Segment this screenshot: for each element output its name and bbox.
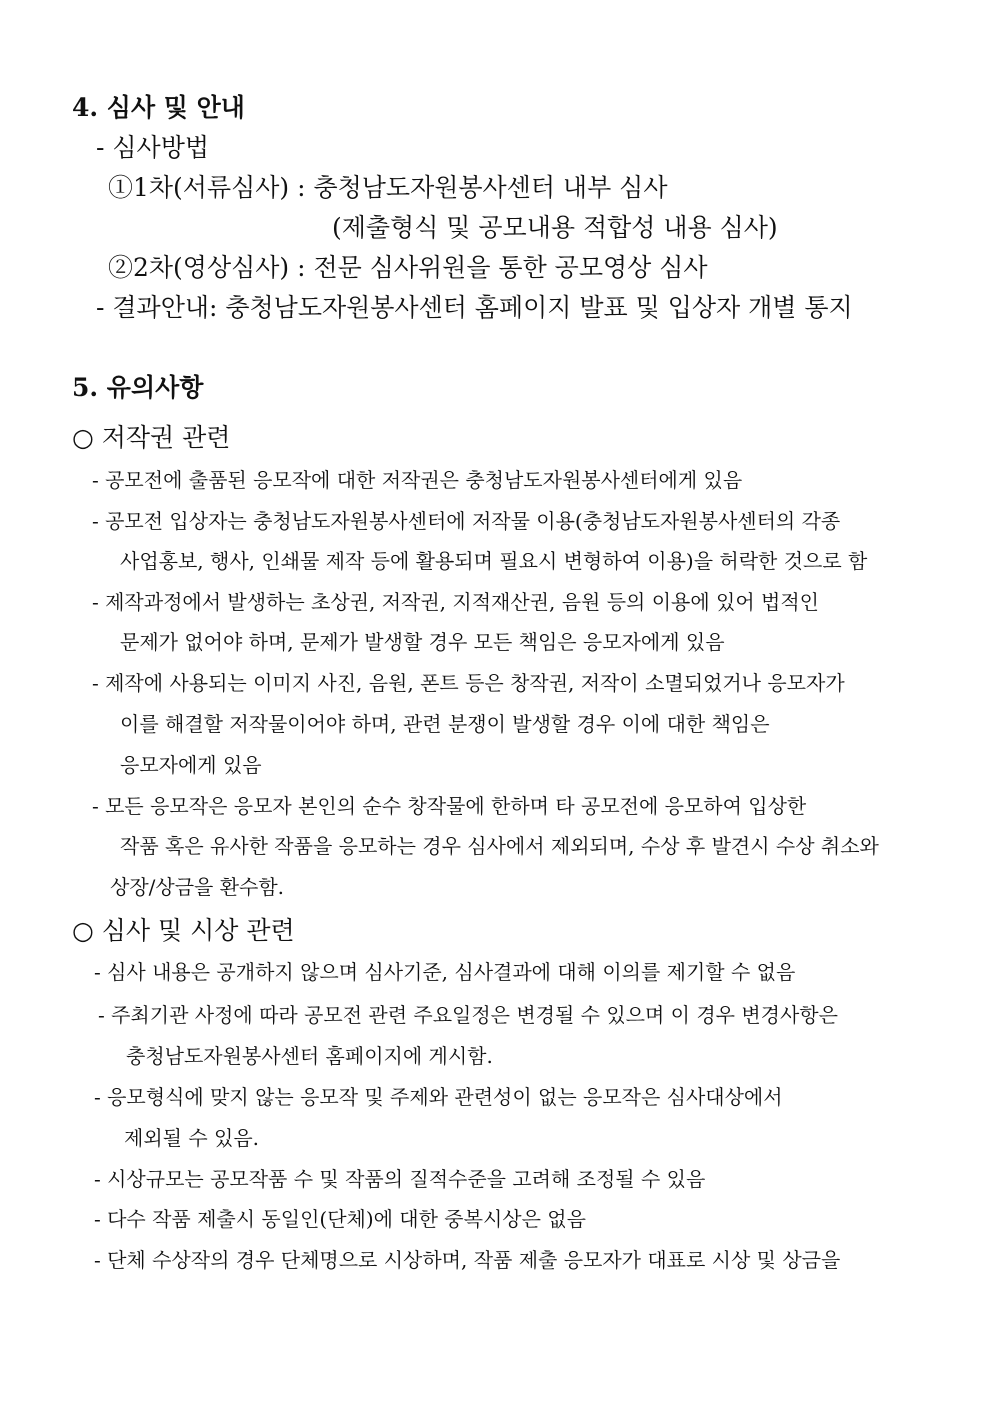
judging-line: - 단체 수상작의 경우 단체명으로 시상하며, 작품 제출 응모자가 대표로 시상 및 상금을 [94,1248,841,1272]
copyright-line: - 공모전 입상자는 충청남도자원봉사센터에 저작물 이용(충청남도자원봉사센터의 각종 [92,509,841,533]
result-notice: - 결과안내: 충청남도자원봉사센터 홈페이지 발표 및 입상자 개별 통지 [96,293,853,322]
judging-line: 충청남도자원봉사센터 홈페이지에 게시함. [126,1044,493,1068]
judging-line: - 주최기관 사정에 따라 공모전 관련 주요일정은 변경될 수 있으며 이 경우 변경사항은 [98,1003,838,1027]
review-method-label: - 심사방법 [96,133,209,162]
judging-line: - 심사 내용은 공개하지 않으며 심사기준, 심사결과에 대해 이의를 제기할 수 없음 [94,960,796,984]
review-round1-detail: (제출형식 및 공모내용 적합성 내용 심사) [332,213,778,242]
copyright-line: 상장/상금을 환수함. [110,875,285,899]
copyright-line: - 모든 응모작은 응모자 본인의 순수 창작물에 한하며 타 공모전에 응모하여 입상한 [92,794,807,818]
judging-line: 제외될 수 있음. [124,1126,259,1150]
copyright-subheading: ○ 저작권 관련 [72,423,231,452]
judging-subheading: ○ 심사 및 시상 관련 [72,916,295,945]
copyright-line: 사업홍보, 행사, 인쇄물 제작 등에 활용되며 필요시 변형하여 이용)을 허락한 것으로 함 [120,549,868,573]
copyright-line: - 제작과정에서 발생하는 초상권, 저작권, 지적재산권, 음원 등의 이용에 있어 법적인 [92,590,819,614]
judging-line: - 응모형식에 맞지 않는 응모작 및 주제와 관련성이 없는 응모작은 심사대상에서 [94,1085,783,1109]
section4-heading: 4. 심사 및 안내 [72,93,245,122]
judging-line: - 시상규모는 공모작품 수 및 작품의 질적수준을 고려해 조정될 수 있음 [94,1167,706,1191]
copyright-line: 이를 해결할 저작물이어야 하며, 관련 분쟁이 발생할 경우 이에 대한 책임은 [120,712,770,736]
review-round2: ②2차(영상심사) : 전문 심사위원을 통한 공모영상 심사 [108,253,708,282]
review-round1: ①1차(서류심사) : 충청남도자원봉사센터 내부 심사 [108,173,668,202]
copyright-line: - 제작에 사용되는 이미지 사진, 음원, 폰트 등은 창작권, 저작이 소멸되었거나 응모자가 [92,671,845,695]
judging-line: - 다수 작품 제출시 동일인(단체)에 대한 중복시상은 없음 [94,1207,586,1231]
copyright-line: 응모자에게 있음 [120,753,262,777]
copyright-line: 작품 혹은 유사한 작품을 응모하는 경우 심사에서 제외되며, 수상 후 발견시 수상 취소와 [120,834,879,858]
section5-heading: 5. 유의사항 [72,373,204,402]
copyright-line: - 공모전에 출품된 응모작에 대한 저작권은 충청남도자원봉사센터에게 있음 [92,468,743,492]
copyright-line: 문제가 없어야 하며, 문제가 발생할 경우 모든 책임은 응모자에게 있음 [120,630,725,654]
